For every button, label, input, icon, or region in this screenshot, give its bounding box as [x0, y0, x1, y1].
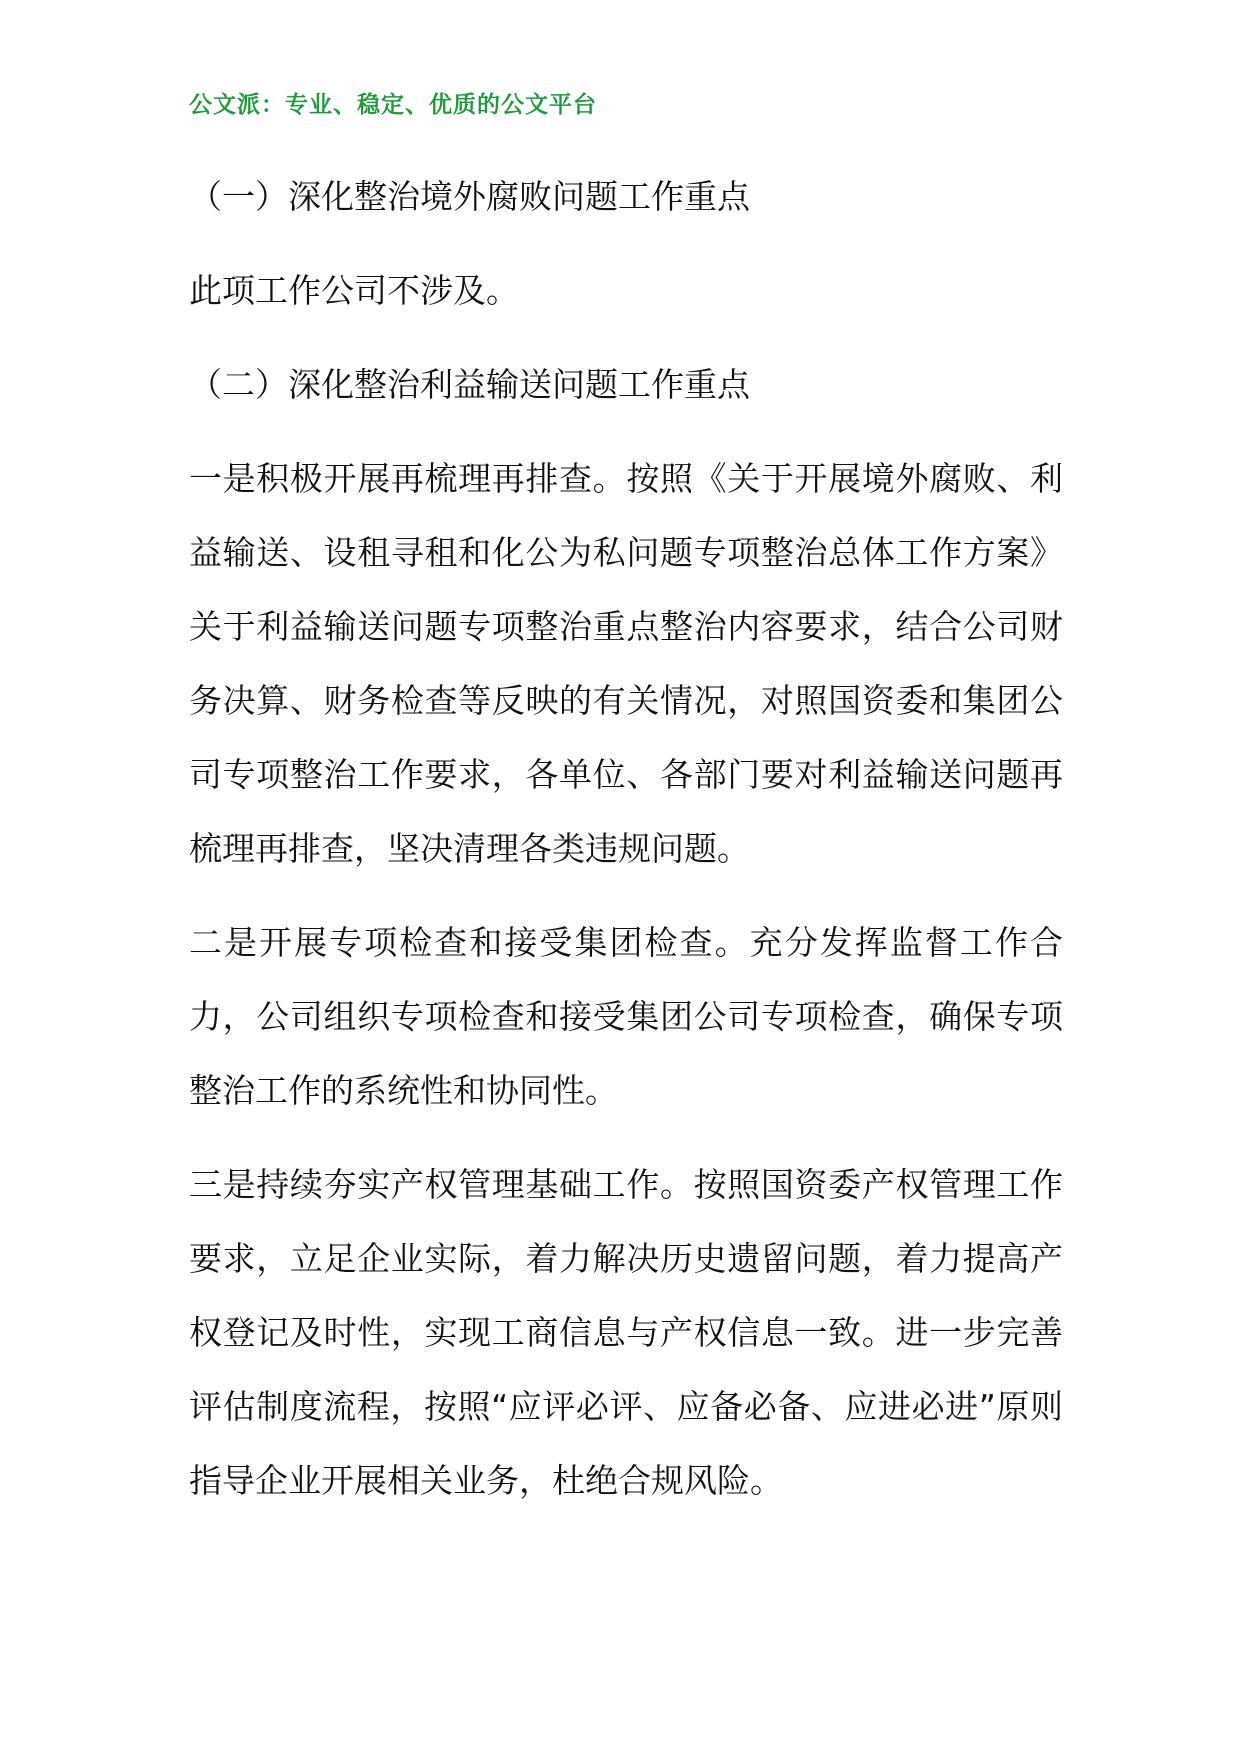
paragraph: 三是持续夯实产权管理基础工作。按照国资委产权管理工作要求，立足企业实际，着力解决历史遗留问题，着力提高产权登记及时性，实现工商信息与产权信息一致。进一步完善评估制度流程，按照“应评必评、应备必备、应进必进”原则指导企业开展相关业务，杜绝合规风险。 [189, 1165, 1063, 1500]
section-heading-1: （一）深化整治境外腐败问题工作重点 [189, 177, 750, 216]
document-body [189, 160, 1063, 1538]
section-heading-2: （二）深化整治利益输送问题工作重点 [189, 365, 750, 404]
paragraph: 一是积极开展再梳理再排查。按照《关于开展境外腐败、利益输送、设租寻租和化公为私问题专项整治总体工作方案》关于利益输送问题专项整治重点整治内容要求，结合公司财务决算、财务检查等反映的有关情况，对照国资委和集团公司专项整治工作要求，各单位、各部门要对利益输送问题再梳理再排查，坚决清理各类违规问题。 [189, 459, 1063, 868]
paragraph: 二是开展专项检查和接受集团检查。充分发挥监督工作合力，公司组织专项检查和接受集团公司专项检查，确保专项整治工作的系统性和协同性。 [189, 923, 1063, 1110]
document-header: 公文派：专业、稳定、优质的公文平台 [189, 92, 597, 118]
paragraph: 此项工作公司不涉及。 [189, 271, 519, 310]
